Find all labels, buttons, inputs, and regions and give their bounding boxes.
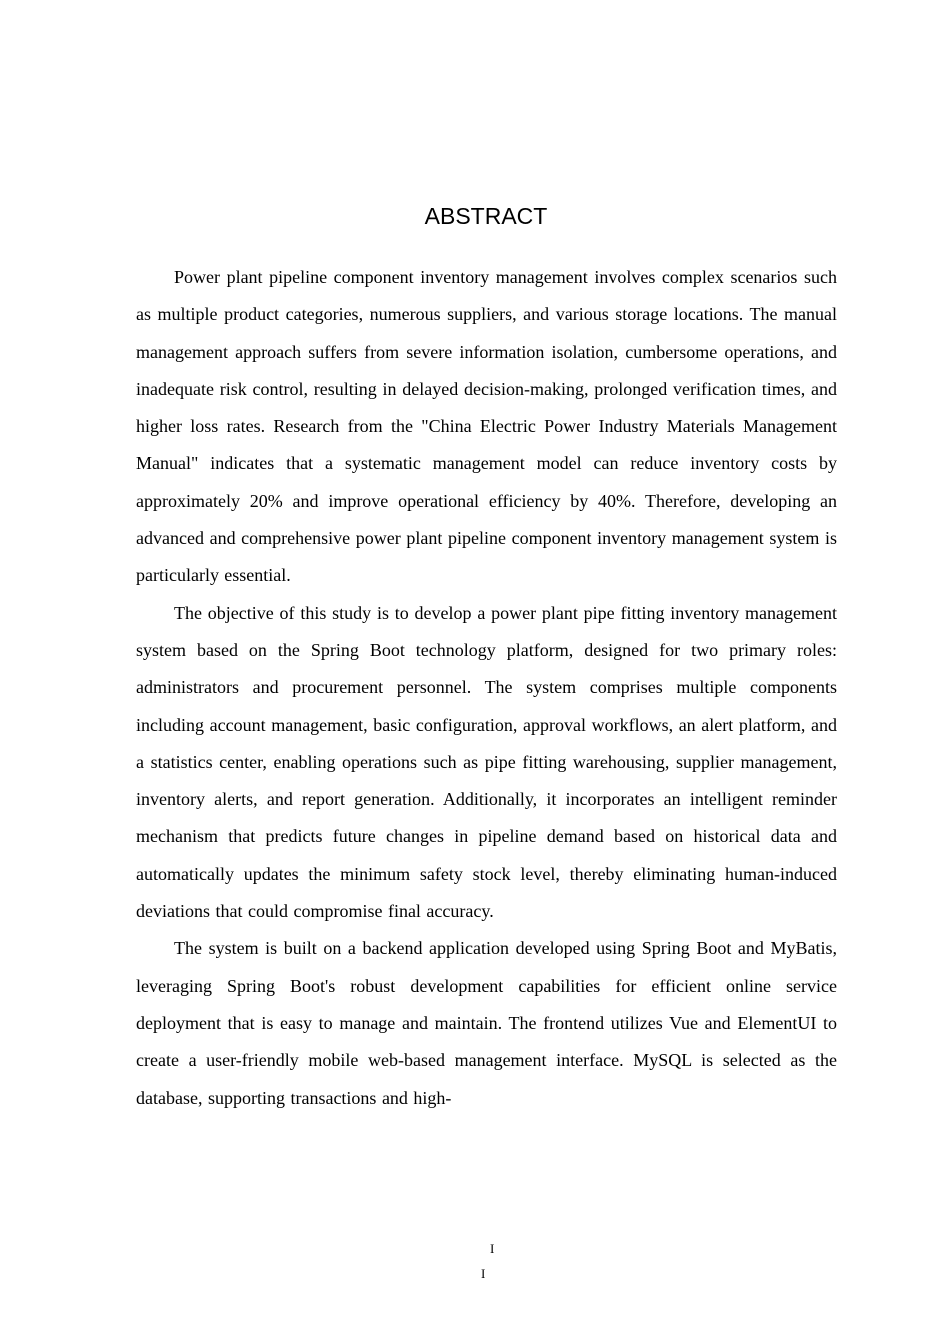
- page-number-footer: I: [481, 1266, 486, 1281]
- abstract-paragraph-2: The objective of this study is to develop a power plant pipe fitting inventory management system based on the Spring Boot technology platform, designed for two primary roles: administrators and procurement personnel. The system comprises multiple components including account management, basic configuration, approval workflows, an alert platform, and a statistics center, enabling operations such as pipe fitting warehousing, supplier management, inventory alerts, and report generation. Additionally, it incorporates an intelligent reminder mechanism that predicts future changes in pipeline demand based on historical data and automatically updates the minimum safety stock level, thereby eliminating human-induced deviations that could compromise final accuracy.: [136, 602, 837, 922]
- abstract-paragraph-1: Power plant pipeline component inventory management involves complex scenarios such as multiple product categories, numerous suppliers, and various storage locations. The manual management approach suffers from severe information isolation, cumbersome operations, and inadequate risk control, resulting in delayed decision-making, prolonged verification times, and higher loss rates. Research from the "China Electric Power Industry Materials Management Manual" indicates that a systematic management model can reduce inventory costs by approximately 20% and improve operational efficiency by 40%. Therefore, developing an advanced and comprehensive power plant pipeline component inventory management system is particularly essential.: [136, 267, 837, 586]
- page-title: ABSTRACT: [424, 203, 548, 229]
- abstract-paragraph-3: The system is built on a backend application developed using Spring Boot and MyBatis, leveraging Spring Boot's robust development capabilities for efficient online service deployment that is easy to manage and maintain. The frontend utilizes Vue and ElementUI to create a user-friendly mobile web-based management interface. MySQL is selected as the database, supporting transactions and high-: [136, 938, 837, 1108]
- abstract-body: [136, 259, 837, 1117]
- page-number: I: [490, 1241, 495, 1256]
